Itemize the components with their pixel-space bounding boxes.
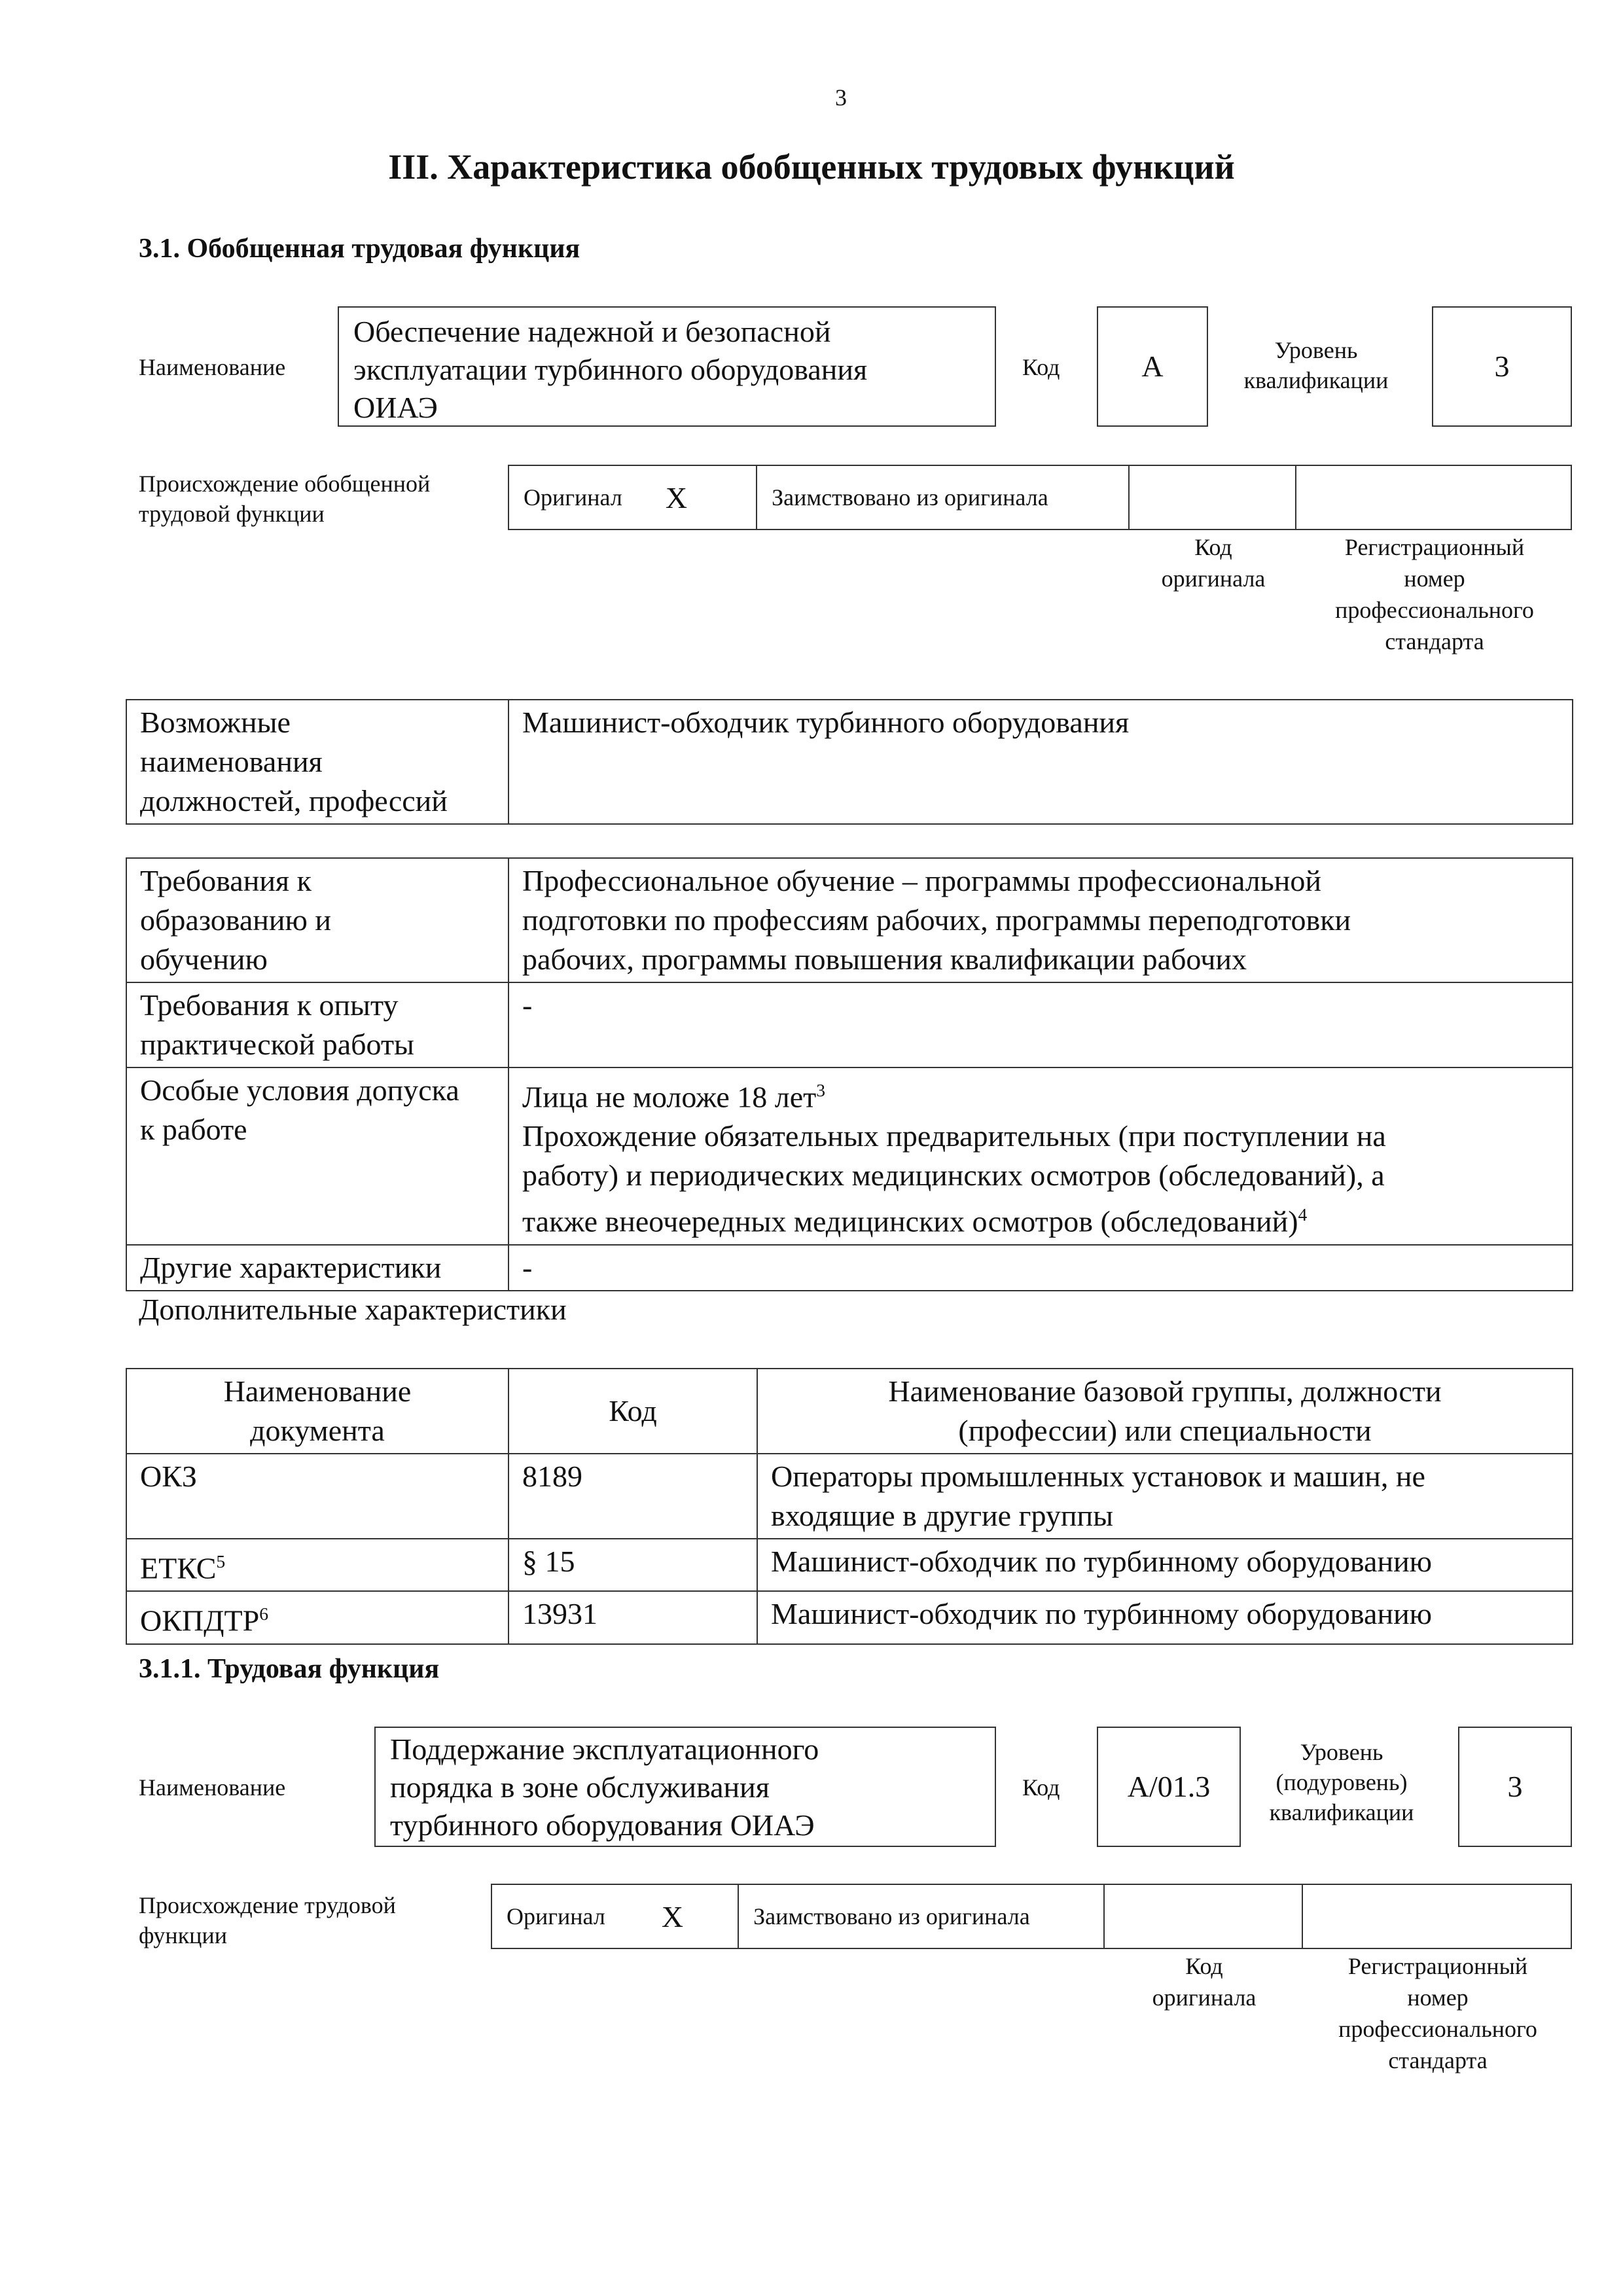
- requirement-label: [126, 1067, 508, 1245]
- section-title-tf: 3.1.1. Трудовая функция: [139, 1654, 440, 1684]
- tf-origin-row: [491, 1884, 1572, 1949]
- positions-value: [508, 700, 1573, 824]
- positions-label-line: наименования: [140, 745, 323, 778]
- tf-orig-code-cell: [1105, 1885, 1303, 1948]
- tf-name-label: Наименование: [139, 1774, 286, 1801]
- table-row: [126, 700, 1573, 824]
- tf-level-label: [1251, 1737, 1432, 1827]
- gtf-level-label-line: квалификации: [1243, 367, 1389, 393]
- doc-name: ОКПДТР: [140, 1604, 260, 1638]
- tf-original-label: Оригинал: [507, 1903, 605, 1929]
- positions-value-text: Машинист-обходчик турбинного оборудования: [522, 706, 1130, 739]
- column-header: [126, 1369, 508, 1454]
- column-header-line: Наименование: [223, 1374, 412, 1408]
- doc-name: ОКЗ: [140, 1460, 197, 1493]
- gtf-reg-caption: [1297, 531, 1572, 657]
- gtf-level-value: 3: [1494, 350, 1510, 383]
- group-name-cell: [757, 1539, 1573, 1591]
- requirement-value: [508, 982, 1573, 1067]
- caption-line: Регистрационный: [1344, 534, 1525, 560]
- requirement-label: [126, 858, 508, 982]
- page-number: 3: [835, 84, 847, 111]
- gtf-original-cell: [509, 466, 757, 529]
- gtf-original-mark: X: [665, 480, 688, 514]
- requirement-value-text: Лица не моложе 18 лет: [522, 1080, 817, 1114]
- tf-original-mark: X: [661, 1899, 684, 1933]
- table-row: [126, 1245, 1573, 1291]
- group-name-line: Машинист-обходчик по турбинному оборудованию: [771, 1545, 1433, 1578]
- requirement-value-line: [522, 1195, 1559, 1241]
- requirement-label: [126, 982, 508, 1067]
- footnote-mark: 5: [216, 1551, 226, 1571]
- tf-level-label-line: Уровень: [1300, 1739, 1383, 1765]
- tf-level-box: [1458, 1727, 1572, 1847]
- group-name-line: Машинист-обходчик по турбинному оборудованию: [771, 1597, 1433, 1631]
- caption-line: профессионального: [1335, 597, 1534, 623]
- requirement-value-line: [522, 1071, 1559, 1117]
- requirement-value-text: также внеочередных медицинских осмотров (обследований): [522, 1204, 1298, 1238]
- requirement-label-line: Особые условия допуска: [140, 1073, 459, 1107]
- doc-cell: [126, 1591, 508, 1643]
- footnote-mark: 6: [259, 1604, 268, 1624]
- column-header-line: Код: [609, 1394, 657, 1427]
- tf-origin-label-line: Происхождение трудовой: [139, 1892, 396, 1918]
- gtf-name-box: [338, 306, 996, 427]
- requirement-label: [126, 1245, 508, 1291]
- requirement-label-line: обучению: [140, 942, 268, 976]
- additional-table: [126, 1368, 1573, 1645]
- gtf-code-box: [1097, 306, 1208, 427]
- table-header-row: [126, 1369, 1573, 1454]
- gtf-original-label: Оригинал: [524, 484, 622, 511]
- gtf-code-orig-caption: [1130, 531, 1297, 594]
- positions-label-line: должностей, профессий: [140, 784, 448, 817]
- requirement-value-line: Прохождение обязательных предварительных (при поступлении на: [522, 1119, 1386, 1153]
- code-cell: [508, 1454, 757, 1539]
- group-name-line: Операторы промышленных установок и машин, не: [771, 1460, 1425, 1493]
- caption-line: оригинала: [1152, 1984, 1257, 2011]
- gtf-borrowed-label: Заимствовано из оригинала: [772, 484, 1048, 511]
- caption-line: Код: [1194, 534, 1232, 560]
- tf-level-label-line: (подуровень): [1275, 1769, 1408, 1795]
- gtf-name-line: эксплуатации турбинного оборудования: [353, 353, 868, 386]
- gtf-level-box: [1432, 306, 1572, 427]
- table-row: [126, 1067, 1573, 1245]
- table-row: [126, 982, 1573, 1067]
- requirement-value: [508, 1067, 1573, 1245]
- gtf-orig-code-cell: [1130, 466, 1296, 529]
- requirement-label-line: образованию и: [140, 903, 331, 937]
- code-cell: [508, 1591, 757, 1643]
- gtf-name-line: Обеспечение надежной и безопасной: [353, 315, 831, 348]
- group-name-cell: [757, 1591, 1573, 1643]
- gtf-level-label: [1221, 335, 1411, 395]
- gtf-code-value: А: [1141, 350, 1164, 383]
- tf-origin-label-line: функции: [139, 1922, 227, 1948]
- page-title: III. Характеристика обобщенных трудовых функций: [388, 147, 1235, 187]
- requirement-label-line: практической работы: [140, 1028, 414, 1061]
- table-row: [126, 1591, 1573, 1643]
- caption-line: профессионального: [1338, 2016, 1537, 2042]
- gtf-origin-row: [508, 465, 1572, 530]
- tf-borrowed-label: Заимствовано из оригинала: [753, 1903, 1030, 1929]
- caption-line: номер: [1404, 565, 1465, 592]
- tf-reg-caption: [1304, 1950, 1572, 2076]
- requirement-label-line: Требования к: [140, 864, 312, 897]
- positions-label: [126, 700, 508, 824]
- tf-code-value: A/01.3: [1127, 1770, 1211, 1803]
- caption-line: стандарта: [1388, 2047, 1488, 2073]
- tf-code-box: [1097, 1727, 1241, 1847]
- gtf-level-label-line: Уровень: [1274, 337, 1358, 363]
- gtf-reg-number-cell: [1296, 466, 1571, 529]
- tf-original-cell: [492, 1885, 739, 1948]
- doc-code: § 15: [522, 1545, 575, 1578]
- gtf-name-line: ОИАЭ: [353, 391, 438, 424]
- footnote-mark: 4: [1298, 1204, 1308, 1225]
- caption-line: Код: [1185, 1953, 1223, 1979]
- tf-name-line: Поддержание эксплуатационного: [390, 1732, 819, 1766]
- requirement-value-line: Профессиональное обучение – программы профессиональной: [522, 864, 1321, 897]
- requirement-value: [508, 858, 1573, 982]
- column-header: [757, 1369, 1573, 1454]
- doc-cell: [126, 1454, 508, 1539]
- requirement-label-line: Требования к опыту: [140, 988, 399, 1022]
- requirement-value-line: рабочих, программы повышения квалификации рабочих: [522, 942, 1247, 976]
- tf-borrowed-cell: [739, 1885, 1105, 1948]
- group-name-line: входящие в другие группы: [771, 1499, 1113, 1532]
- tf-code-orig-caption: [1105, 1950, 1304, 2013]
- doc-cell: [126, 1539, 508, 1591]
- tf-name-box: [374, 1727, 996, 1847]
- tf-level-value: 3: [1507, 1770, 1523, 1803]
- caption-line: оригинала: [1161, 565, 1266, 592]
- doc-code: 13931: [522, 1597, 597, 1631]
- additional-title: Дополнительные характеристики: [139, 1293, 567, 1326]
- column-header: [508, 1369, 757, 1454]
- tf-level-label-line: квалификации: [1269, 1799, 1414, 1825]
- requirement-value-line: работу) и периодических медицинских осмотров (обследований), а: [522, 1158, 1385, 1193]
- caption-line: номер: [1407, 1984, 1469, 2011]
- requirement-value: [508, 1245, 1573, 1291]
- table-row: [126, 1539, 1573, 1591]
- doc-name: ЕТКС: [140, 1551, 217, 1585]
- table-row: [126, 858, 1573, 982]
- section-title-gtf: 3.1. Обобщенная трудовая функция: [139, 234, 580, 264]
- gtf-origin-label-line: Происхождение обобщенной: [139, 471, 431, 497]
- gtf-code-label: Код: [1022, 354, 1060, 380]
- doc-code: 8189: [522, 1460, 582, 1493]
- gtf-name-label: Наименование: [139, 354, 286, 380]
- requirement-label-line: Другие характеристики: [140, 1250, 442, 1284]
- gtf-origin-label: [139, 469, 430, 529]
- tf-name-line: турбинного оборудования ОИАЭ: [390, 1808, 815, 1842]
- group-name-cell: [757, 1454, 1573, 1539]
- positions-table: [126, 699, 1573, 825]
- tf-reg-number-cell: [1303, 1885, 1571, 1948]
- tf-code-label: Код: [1022, 1774, 1060, 1801]
- footnote-mark: 3: [816, 1080, 826, 1100]
- caption-line: Регистрационный: [1347, 1953, 1528, 1979]
- tf-origin-label: [139, 1890, 396, 1950]
- column-header-line: Наименование базовой группы, должности: [888, 1374, 1442, 1408]
- table-row: [126, 1454, 1573, 1539]
- requirement-value-line: -: [522, 1250, 533, 1284]
- requirement-label-line: к работе: [140, 1113, 247, 1146]
- requirements-table: [126, 857, 1573, 1291]
- gtf-borrowed-cell: [757, 466, 1130, 529]
- column-header-line: (профессии) или специальности: [958, 1414, 1372, 1447]
- column-header-line: документа: [250, 1414, 385, 1447]
- code-cell: [508, 1539, 757, 1591]
- requirement-value-line: -: [522, 988, 533, 1022]
- requirement-value-line: подготовки по профессиям рабочих, программы переподготовки: [522, 903, 1351, 937]
- positions-label-line: Возможные: [140, 706, 291, 739]
- tf-name-line: порядка в зоне обслуживания: [390, 1770, 770, 1804]
- caption-line: стандарта: [1385, 628, 1484, 655]
- gtf-origin-label-line: трудовой функции: [139, 501, 325, 527]
